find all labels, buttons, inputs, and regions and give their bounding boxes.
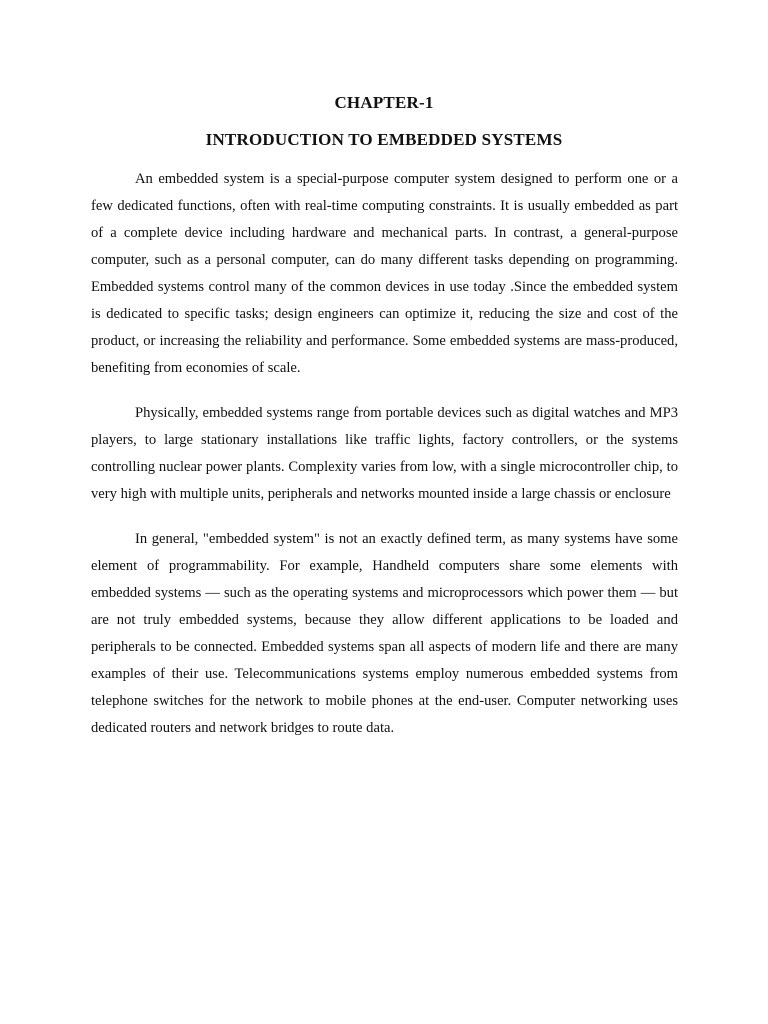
paragraph-1: An embedded system is a special-purpose computer system designed to perform one or a few dedicated functions, often with real-time computing constraints. It is usually embedded as part of a complete device including hardware and mechanical parts. In contrast, a general-purpose computer, such as a personal computer, can do many different tasks depending on programming. Embedded systems control many of the common devices in use today .Since the embedded system is dedicated to specific tasks; design engineers can optimize it, reducing the size and cost of the product, or increasing the reliability and performance. Some embedded systems are mass-produced, benefiting from economies of scale. (91, 171, 678, 376)
paragraph-3: In general, "embedded system" is not an exactly defined term, as many systems have some element of programmability. For example, Handheld computers share some elements with embedded systems — such as the operating systems and microprocessors which power them — but are not truly embedded systems, because they allow different applications to be loaded and peripherals to be connected. Embedded systems span all aspects of modern life and there are many examples of their use. Telecommunications systems employ numerous embedded systems from telephone switches for the network to mobile phones at the end-user. Computer networking uses dedicated routers and network bridges to route data. (91, 531, 678, 736)
chapter-label: CHAPTER-1 (334, 93, 434, 112)
paragraph-2: Physically, embedded systems range from portable devices such as digital watches and MP3 players, to large stationary installations like traffic lights, factory controllers, or the systems controlling nuclear power plants. Complexity varies from low, with a single microcontroller chip, to very high with multiple units, peripherals and networks mounted inside a large chassis or enclosure (91, 405, 678, 502)
chapter-title: INTRODUCTION TO EMBEDDED SYSTEMS (205, 130, 563, 149)
chapter-body (91, 166, 678, 742)
